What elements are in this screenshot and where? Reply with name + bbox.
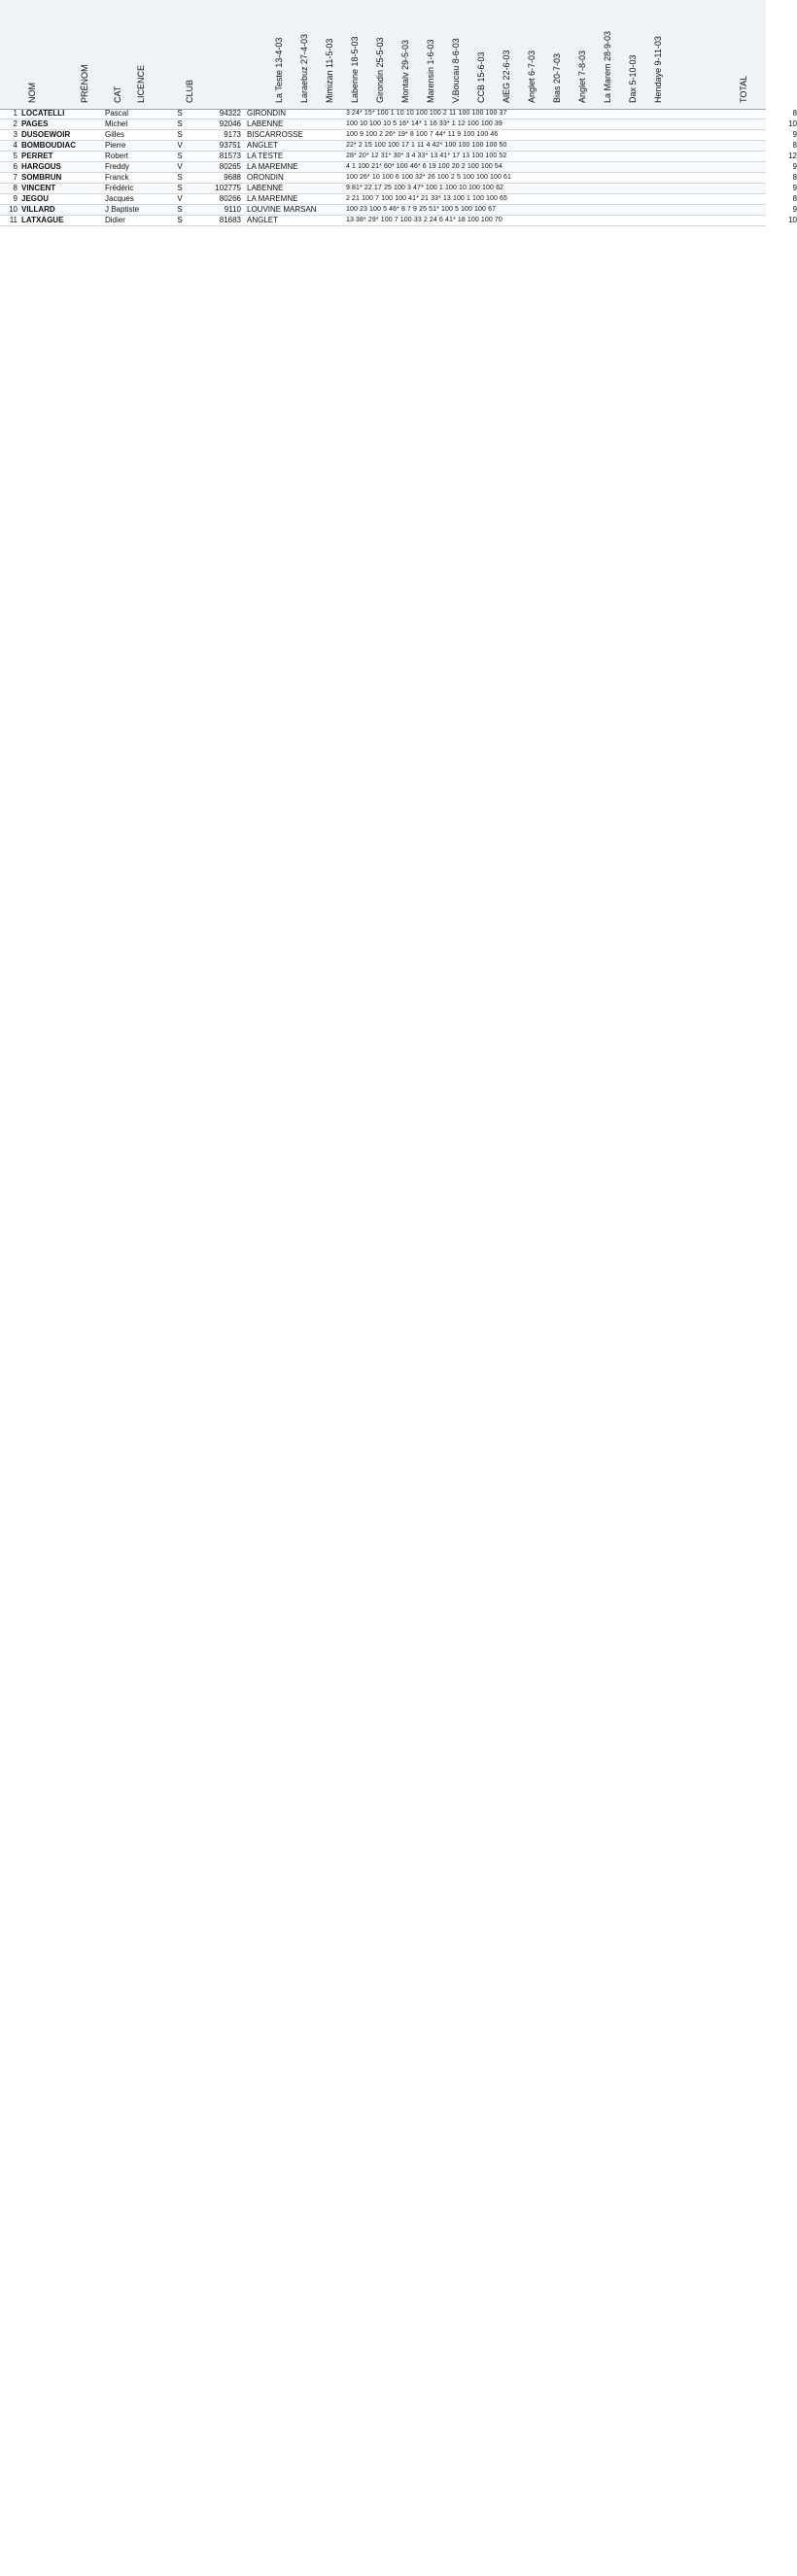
table-row bbox=[0, 216, 797, 226]
license-cell: 94322 bbox=[219, 109, 241, 118]
club-cell: ORONDIN bbox=[247, 173, 284, 182]
scores-cell: 28* 20* 12 31* 30* 3 4 33* 13 41* 17 13 100 100 52 bbox=[346, 153, 507, 159]
header-race-16: Hendaye 9-11-03 bbox=[653, 36, 663, 103]
rank-cell: 1 bbox=[13, 109, 17, 118]
license-cell: 80265 bbox=[219, 162, 241, 171]
table-row bbox=[0, 205, 797, 216]
total-cell: 9 bbox=[792, 184, 797, 192]
header-race-8: V.Boucau 8-6-03 bbox=[451, 38, 461, 103]
header-nom: NOM bbox=[27, 83, 37, 103]
name-cell: LATXAGUE bbox=[21, 216, 64, 224]
table-row bbox=[0, 184, 797, 194]
license-cell: 9110 bbox=[224, 205, 241, 214]
name-cell: SOMBRUN bbox=[21, 173, 62, 182]
license-cell: 9688 bbox=[224, 173, 241, 182]
first-name-cell: J Baptiste bbox=[105, 205, 140, 214]
scores-cell: 22* 2 15 100 100 17 1 11 4 42* 100 100 100 100 50 bbox=[346, 142, 507, 149]
header-race-1: La Teste 13-4-03 bbox=[274, 37, 284, 103]
first-name-cell: Gilles bbox=[105, 130, 125, 139]
rank-cell: 4 bbox=[13, 141, 17, 150]
club-cell: LOUVINE MARSAN bbox=[247, 205, 317, 214]
club-cell: GIRONDIN bbox=[247, 109, 286, 118]
total-cell: 12 bbox=[788, 152, 797, 160]
table-row bbox=[0, 130, 797, 141]
header-race-4: Labenne 18-5-03 bbox=[350, 36, 360, 103]
license-cell: 9173 bbox=[224, 130, 241, 139]
table-row bbox=[0, 141, 797, 152]
total-cell: 9 bbox=[792, 130, 797, 139]
license-cell: 93751 bbox=[219, 141, 241, 150]
category-cell: S bbox=[177, 184, 183, 192]
header-race-13: Anglet 7-8-03 bbox=[577, 50, 587, 103]
category-cell: S bbox=[177, 216, 183, 224]
category-cell: S bbox=[177, 152, 183, 160]
club-cell: LA MAREMNE bbox=[247, 194, 298, 203]
results-table bbox=[0, 109, 797, 2576]
table-row bbox=[0, 162, 797, 173]
scores-cell: 4 1 100 21* 60* 100 46* 6 19 100 20 2 100 100 54 bbox=[346, 163, 502, 170]
rank-cell: 5 bbox=[13, 152, 17, 160]
table-row bbox=[0, 173, 797, 184]
scores-cell: 3 24* 15* 100 1 10 10 100 100 2 11 100 100 100 37 bbox=[346, 110, 507, 117]
header-prenom: PRÉNOM bbox=[80, 64, 89, 103]
scores-cell: 100 9 100 2 26* 19* 8 100 7 44* 11 9 100 100 46 bbox=[346, 131, 499, 138]
name-cell: VILLARD bbox=[21, 205, 55, 214]
column-headers bbox=[0, 0, 766, 110]
category-cell: S bbox=[177, 119, 183, 128]
rank-cell: 7 bbox=[13, 173, 17, 182]
header-cat: CAT bbox=[113, 85, 122, 103]
header-total: TOTAL bbox=[739, 75, 748, 103]
license-cell: 81683 bbox=[219, 216, 241, 224]
first-name-cell: Robert bbox=[105, 152, 129, 160]
total-cell: 8 bbox=[792, 173, 797, 182]
first-name-cell: Pierre bbox=[105, 141, 126, 150]
rank-cell: 11 bbox=[9, 216, 17, 224]
rank-cell: 8 bbox=[13, 184, 17, 192]
header-race-11: Anglet 6-7-03 bbox=[527, 50, 537, 103]
name-cell: VINCENT bbox=[21, 184, 56, 192]
header-race-14: La Marem 28-9-03 bbox=[603, 30, 612, 103]
club-cell: LABENNE bbox=[247, 184, 284, 192]
header-race-15: Dax 5-10-03 bbox=[628, 54, 638, 103]
first-name-cell: Jacques bbox=[105, 194, 134, 203]
header-race-12: Bias 20-7-03 bbox=[552, 52, 562, 103]
first-name-cell: Michel bbox=[105, 119, 128, 128]
total-cell: 8 bbox=[792, 141, 797, 150]
table-row bbox=[0, 194, 797, 205]
first-name-cell: Freddy bbox=[105, 162, 129, 171]
total-cell: 10 bbox=[788, 216, 797, 224]
category-cell: S bbox=[177, 205, 183, 214]
category-cell: V bbox=[177, 141, 183, 150]
scores-cell: 9 81* 22 17 25 100 3 47* 100 1 100 10 100 100 62 bbox=[346, 185, 504, 191]
scores-cell: 13 38* 29* 100 7 100 33 2 24 6 41* 18 100 100 70 bbox=[346, 217, 502, 223]
header-race-10: AlEG 22-6-03 bbox=[502, 50, 511, 103]
club-cell: ANGLET bbox=[247, 216, 279, 224]
club-cell: LA MAREMNE bbox=[247, 162, 298, 171]
scores-cell: 100 26* 10 100 6 100 32* 26 100 2 5 100 100 100 61 bbox=[346, 174, 512, 181]
header-licence: LICENCE bbox=[136, 64, 146, 103]
club-cell: LABENNE bbox=[247, 119, 284, 128]
rank-cell: 2 bbox=[13, 119, 17, 128]
table-row bbox=[0, 152, 797, 162]
license-cell: 80266 bbox=[219, 194, 241, 203]
name-cell: HARGOUS bbox=[21, 162, 61, 171]
total-cell: 8 bbox=[792, 194, 797, 203]
license-cell: 81573 bbox=[219, 152, 241, 160]
rank-cell: 9 bbox=[13, 194, 17, 203]
first-name-cell: Didier bbox=[105, 216, 125, 224]
name-cell: LOCATELLI bbox=[21, 109, 65, 118]
category-cell: S bbox=[177, 130, 183, 139]
table-row bbox=[0, 119, 797, 130]
rank-cell: 6 bbox=[13, 162, 17, 171]
first-name-cell: Frédéric bbox=[105, 184, 134, 192]
name-cell: JEGOU bbox=[21, 194, 50, 203]
header-club: CLUB bbox=[185, 79, 194, 103]
license-cell: 92046 bbox=[219, 119, 241, 128]
scores-cell: 100 23 100 5 46* 8 7 9 25 51* 100 5 100 100 67 bbox=[346, 206, 497, 213]
table-row bbox=[0, 109, 797, 119]
name-cell: PERRET bbox=[21, 152, 53, 160]
club-cell: BISCARROSSE bbox=[247, 130, 303, 139]
category-cell: V bbox=[177, 194, 183, 203]
club-cell: LA TESTE bbox=[247, 152, 284, 160]
header-race-7: Marensin 1-6-03 bbox=[426, 39, 435, 103]
header-race-5: Girondin 25-5-03 bbox=[375, 37, 385, 103]
header-race-3: Mimizan 11-5-03 bbox=[325, 38, 334, 103]
header-race-6: Montalv 29-5-03 bbox=[400, 39, 410, 103]
club-cell: ANGLET bbox=[247, 141, 279, 150]
category-cell: V bbox=[177, 162, 183, 171]
name-cell: DUSOEWOIR bbox=[21, 130, 71, 139]
first-name-cell: Franck bbox=[105, 173, 129, 182]
category-cell: S bbox=[177, 173, 183, 182]
total-cell: 9 bbox=[792, 205, 797, 214]
name-cell: BOMBOUDIAC bbox=[21, 141, 76, 150]
name-cell: PAGES bbox=[21, 119, 49, 128]
total-cell: 8 bbox=[792, 109, 797, 118]
scores-cell: 100 10 100 10 5 16* 14* 1 16 33* 1 12 100 100 39 bbox=[346, 120, 502, 127]
scores-cell: 2 21 100 7 100 100 41* 21 33* 13 100 1 100 100 65 bbox=[346, 195, 508, 202]
total-cell: 10 bbox=[788, 119, 797, 128]
rank-cell: 10 bbox=[9, 205, 17, 214]
header-race-2: Laraebuz 27-4-03 bbox=[299, 33, 309, 103]
rank-cell: 3 bbox=[13, 130, 17, 139]
header-race-9: CCB 15-6-03 bbox=[476, 51, 486, 103]
license-cell: 102775 bbox=[215, 184, 241, 192]
total-cell: 9 bbox=[792, 162, 797, 171]
category-cell: S bbox=[177, 109, 183, 118]
first-name-cell: Pascal bbox=[105, 109, 129, 118]
